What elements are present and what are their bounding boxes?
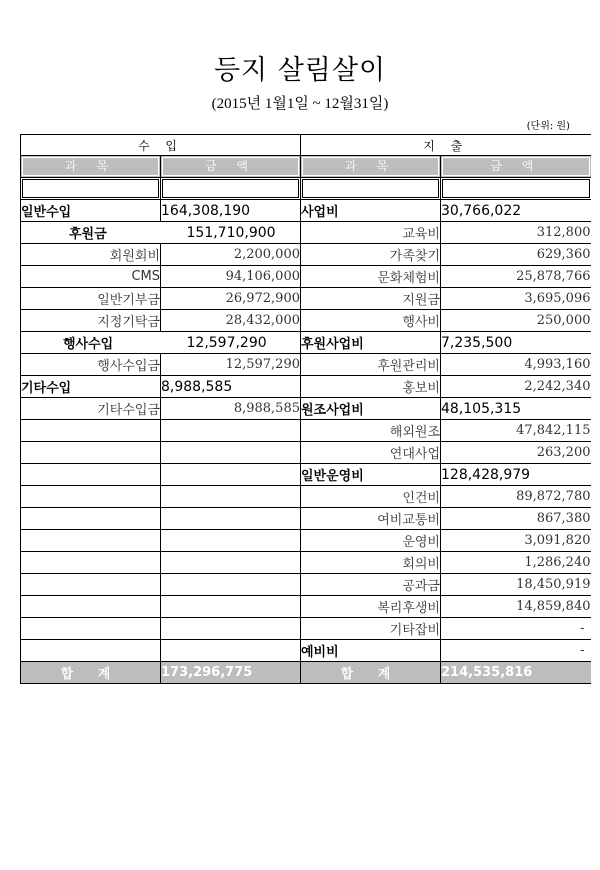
column-header-row (21, 156, 591, 178)
expense-category-label: 후원사업비 (301, 332, 441, 354)
expense-item-label: 행사비 (301, 310, 441, 332)
income-item-label: 일반기부금 (21, 288, 161, 310)
table-row (21, 574, 591, 596)
income-item-label: CMS (21, 266, 161, 288)
expense-amount-header-cell (441, 156, 591, 178)
expense-item-amount: - (441, 618, 591, 640)
income-item-header: 과 목 (22, 157, 159, 176)
expense-item-label: 공과금 (301, 574, 441, 596)
empty-cell (161, 508, 301, 530)
table-row (21, 288, 591, 310)
table-row (21, 200, 591, 222)
expense-item-label: 여비교통비 (301, 508, 441, 530)
expense-item-label: 교육비 (301, 222, 441, 244)
expense-item-amount: 3,091,820 (441, 530, 591, 552)
expense-item-label: 후원관리비 (301, 354, 441, 376)
table-row (21, 618, 591, 640)
income-amount-header: 금 액 (162, 157, 299, 176)
empty-cell (161, 464, 301, 486)
expense-total-amount: 214,535,816 (441, 662, 591, 684)
income-item-amount: 12,597,290 (161, 354, 301, 376)
expense-category-label: 원조사업비 (301, 398, 441, 420)
unit-note: (단위: 원) (526, 121, 570, 132)
expense-category-label: 일반운영비 (301, 464, 441, 486)
table-row (21, 376, 591, 398)
expense-item-label: 문화체험비 (301, 266, 441, 288)
table-row (21, 420, 591, 442)
expense-item-amount: 18,450,919 (441, 574, 591, 596)
empty-cell (161, 618, 301, 640)
empty-cell (21, 508, 161, 530)
table-row (21, 398, 591, 420)
income-item-amount: 94,106,000 (161, 266, 301, 288)
income-item-amount: 26,972,900 (161, 288, 301, 310)
empty-cell (161, 442, 301, 464)
expense-amount-header: 금 액 (442, 157, 590, 176)
table-row (21, 552, 591, 574)
income-total-amount: 173,296,775 (161, 662, 301, 684)
expense-item-amount: 25,878,766 (441, 266, 591, 288)
table-row (21, 596, 591, 618)
table-row (21, 222, 591, 244)
income-category-amount: 164,308,190 (161, 200, 301, 222)
empty-cell (161, 596, 301, 618)
table-row (21, 332, 591, 354)
page-title: 등지 살림살이 (213, 55, 387, 86)
empty-cell (161, 574, 301, 596)
expense-category-amount: 128,428,979 (441, 464, 591, 486)
income-item-label: 기타수입금 (21, 398, 161, 420)
expense-category-amount: 48,105,315 (441, 398, 591, 420)
empty-cell (21, 464, 161, 486)
empty-cell (161, 552, 301, 574)
expense-item-amount: 263,200 (441, 442, 591, 464)
blank-row (21, 178, 591, 200)
empty-cell (21, 442, 161, 464)
expense-item-label: 기타잡비 (301, 618, 441, 640)
expense-item-label: 가족찾기 (301, 244, 441, 266)
income-item-label: 행사수입금 (21, 354, 161, 376)
expense-item-amount: 1,286,240 (441, 552, 591, 574)
table-row (21, 640, 591, 662)
table-row (21, 486, 591, 508)
expense-item-amount: 47,842,115 (441, 420, 591, 442)
empty-cell (21, 640, 161, 662)
income-category-amount: 8,988,585 (161, 376, 301, 398)
empty-cell (21, 420, 161, 442)
empty-cell (161, 420, 301, 442)
income-item-amount: 28,432,000 (161, 310, 301, 332)
expense-item-label: 운영비 (301, 530, 441, 552)
income-total-label: 합 계 (21, 662, 161, 684)
table-row (21, 530, 591, 552)
expense-item-label: 인건비 (301, 486, 441, 508)
expense-item-label: 홍보비 (301, 376, 441, 398)
table-row (21, 244, 591, 266)
total-row (21, 662, 591, 684)
income-item-header-cell (21, 156, 161, 178)
table-row (21, 310, 591, 332)
expense-item-amount: 867,380 (441, 508, 591, 530)
expense-item-label: 연대사업 (301, 442, 441, 464)
expense-item-label: 지원금 (301, 288, 441, 310)
empty-cell (161, 640, 301, 662)
expense-total-label: 합 계 (301, 662, 441, 684)
empty-cell (21, 486, 161, 508)
expense-item-amount: 14,859,840 (441, 596, 591, 618)
income-item-amount: 8,988,585 (161, 398, 301, 420)
income-subcategory-amount: 151,710,900 (161, 222, 301, 244)
expense-item-amount: 629,360 (441, 244, 591, 266)
table-row (21, 442, 591, 464)
income-section-header: 수 입 (21, 135, 301, 156)
table-row (21, 464, 591, 486)
expense-section-header: 지 출 (301, 135, 591, 156)
income-subcategory-label: 행사수입 (21, 332, 161, 354)
blank-cell (442, 179, 590, 198)
income-item-amount: 2,200,000 (161, 244, 301, 266)
budget-ledger-table (20, 134, 591, 684)
period-subtitle: (2015년 1월1일 ~ 12월31일) (211, 96, 389, 112)
blank-cell (22, 179, 159, 198)
empty-cell (21, 574, 161, 596)
expense-item-amount: 2,242,340 (441, 376, 591, 398)
empty-cell (161, 486, 301, 508)
income-subcategory-amount: 12,597,290 (161, 332, 301, 354)
table-row (21, 354, 591, 376)
table-row (21, 508, 591, 530)
expense-item-header-cell (301, 156, 441, 178)
expense-category-amount: 7,235,500 (441, 332, 591, 354)
expense-item-amount: 250,000 (441, 310, 591, 332)
expense-item-amount: 3,695,096 (441, 288, 591, 310)
income-item-label: 회원회비 (21, 244, 161, 266)
expense-item-amount: 4,993,160 (441, 354, 591, 376)
expense-item-label: 복리후생비 (301, 596, 441, 618)
expense-category-label: 예비비 (301, 640, 441, 662)
empty-cell (161, 530, 301, 552)
blank-cell (302, 179, 439, 198)
section-header-row (21, 135, 591, 156)
income-item-label: 지정기탁금 (21, 310, 161, 332)
expense-item-label: 해외원조 (301, 420, 441, 442)
empty-cell (21, 596, 161, 618)
expense-category-label: 사업비 (301, 200, 441, 222)
empty-cell (21, 552, 161, 574)
income-subcategory-label: 후원금 (21, 222, 161, 244)
expense-item-amount: 89,872,780 (441, 486, 591, 508)
empty-cell (21, 530, 161, 552)
income-category-label: 일반수입 (21, 200, 161, 222)
income-amount-header-cell (161, 156, 301, 178)
expense-item-header: 과 목 (302, 157, 439, 176)
empty-cell (21, 618, 161, 640)
expense-item-label: 회의비 (301, 552, 441, 574)
income-category-label: 기타수입 (21, 376, 161, 398)
expense-category-amount: - (441, 640, 591, 662)
table-row (21, 266, 591, 288)
expense-item-amount: 312,800 (441, 222, 591, 244)
expense-category-amount: 30,766,022 (441, 200, 591, 222)
blank-cell (162, 179, 299, 198)
